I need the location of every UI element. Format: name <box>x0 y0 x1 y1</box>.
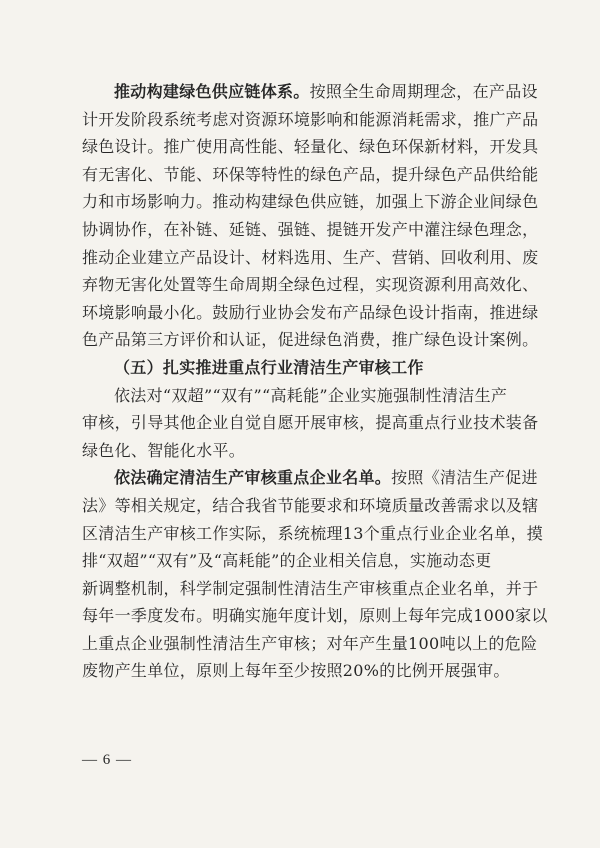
text-line: 力和市场影响力。推动构建绿色供应链，加强上下游企业间绿色 <box>82 192 539 212</box>
paragraph-lead-heading: 推动构建绿色供应链体系。 <box>114 82 310 101</box>
text-line: 每年一季度发布。明确实施年度计划，原则上每年完成1000家以 <box>82 606 548 626</box>
document-body <box>82 78 548 685</box>
text-line: 色产品第三方评价和认证，促进绿色消费，推广绿色设计案例。 <box>82 330 539 350</box>
text-line: 审核，引导其他企业自觉自愿开展审核，提高重点行业技术装备 <box>82 413 539 433</box>
text-line: 区清洁生产审核工作实际，系统梳理13个重点行业企业名单，摸 <box>82 523 544 543</box>
text-line: 依法对“双超”“双有”“高耗能”企业实施强制性清洁生产 <box>114 385 508 405</box>
text-line: 有无害化、节能、环保等特性的绿色产品，提升绿色产品供给能 <box>82 164 539 184</box>
text-line-content: 按照全生命周期理念，在产品设 <box>309 82 538 101</box>
text-line-content: 按照《清洁生产促进 <box>391 468 538 488</box>
paragraph-lead-heading: 依法确定清洁生产审核重点企业名单。 <box>114 468 392 488</box>
paragraph-mandatory-audit <box>82 382 539 465</box>
text-line: 弃物无害化处置等生命周期全绿色过程，实现资源利用高效化、 <box>82 275 539 295</box>
text-line: 新调整机制，科学制定强制性清洁生产审核重点企业名单，并于 <box>82 578 539 598</box>
text-line: 上重点企业强制性清洁生产审核；对年产生量100吨以上的危险 <box>82 633 538 653</box>
text-line: 废物产生单位，原则上每年至少按照20%的比例开展强审。 <box>82 661 510 681</box>
text-line: 环境影响最小化。鼓励行业协会发布产品绿色设计指南，推进绿 <box>82 302 539 322</box>
text-line: 推动企业建立产品设计、材料选用、生产、营销、回收利用、废 <box>82 247 539 267</box>
text-line <box>82 464 538 492</box>
paragraph-audit-list <box>82 464 548 685</box>
text-line: 计开发阶段系统考虑对资源环境影响和能源消耗需求，推广产品 <box>82 109 539 129</box>
section-heading <box>82 354 518 382</box>
text-line: 绿色设计。推广使用高性能、轻量化、绿色环保新材料，开发具 <box>82 137 539 157</box>
text-line: 排“双超”“双有”及“高耗能”的企业相关信息，实施动态更 <box>82 551 492 571</box>
text-line: 法》等相关规定，结合我省节能要求和环境质量改善需求以及辖 <box>82 495 539 515</box>
text-line: 绿色化、智能化水平。 <box>82 440 246 460</box>
page-number: — 6 — <box>82 752 132 768</box>
paragraph-green-supply-chain <box>82 78 539 354</box>
section-heading-text: （五）扎实推进重点行业清洁生产审核工作 <box>114 357 424 377</box>
text-line: 协调协作，在补链、延链、强链、提链开发产中灌注绿色理念， <box>82 219 539 239</box>
text-line <box>82 78 538 106</box>
